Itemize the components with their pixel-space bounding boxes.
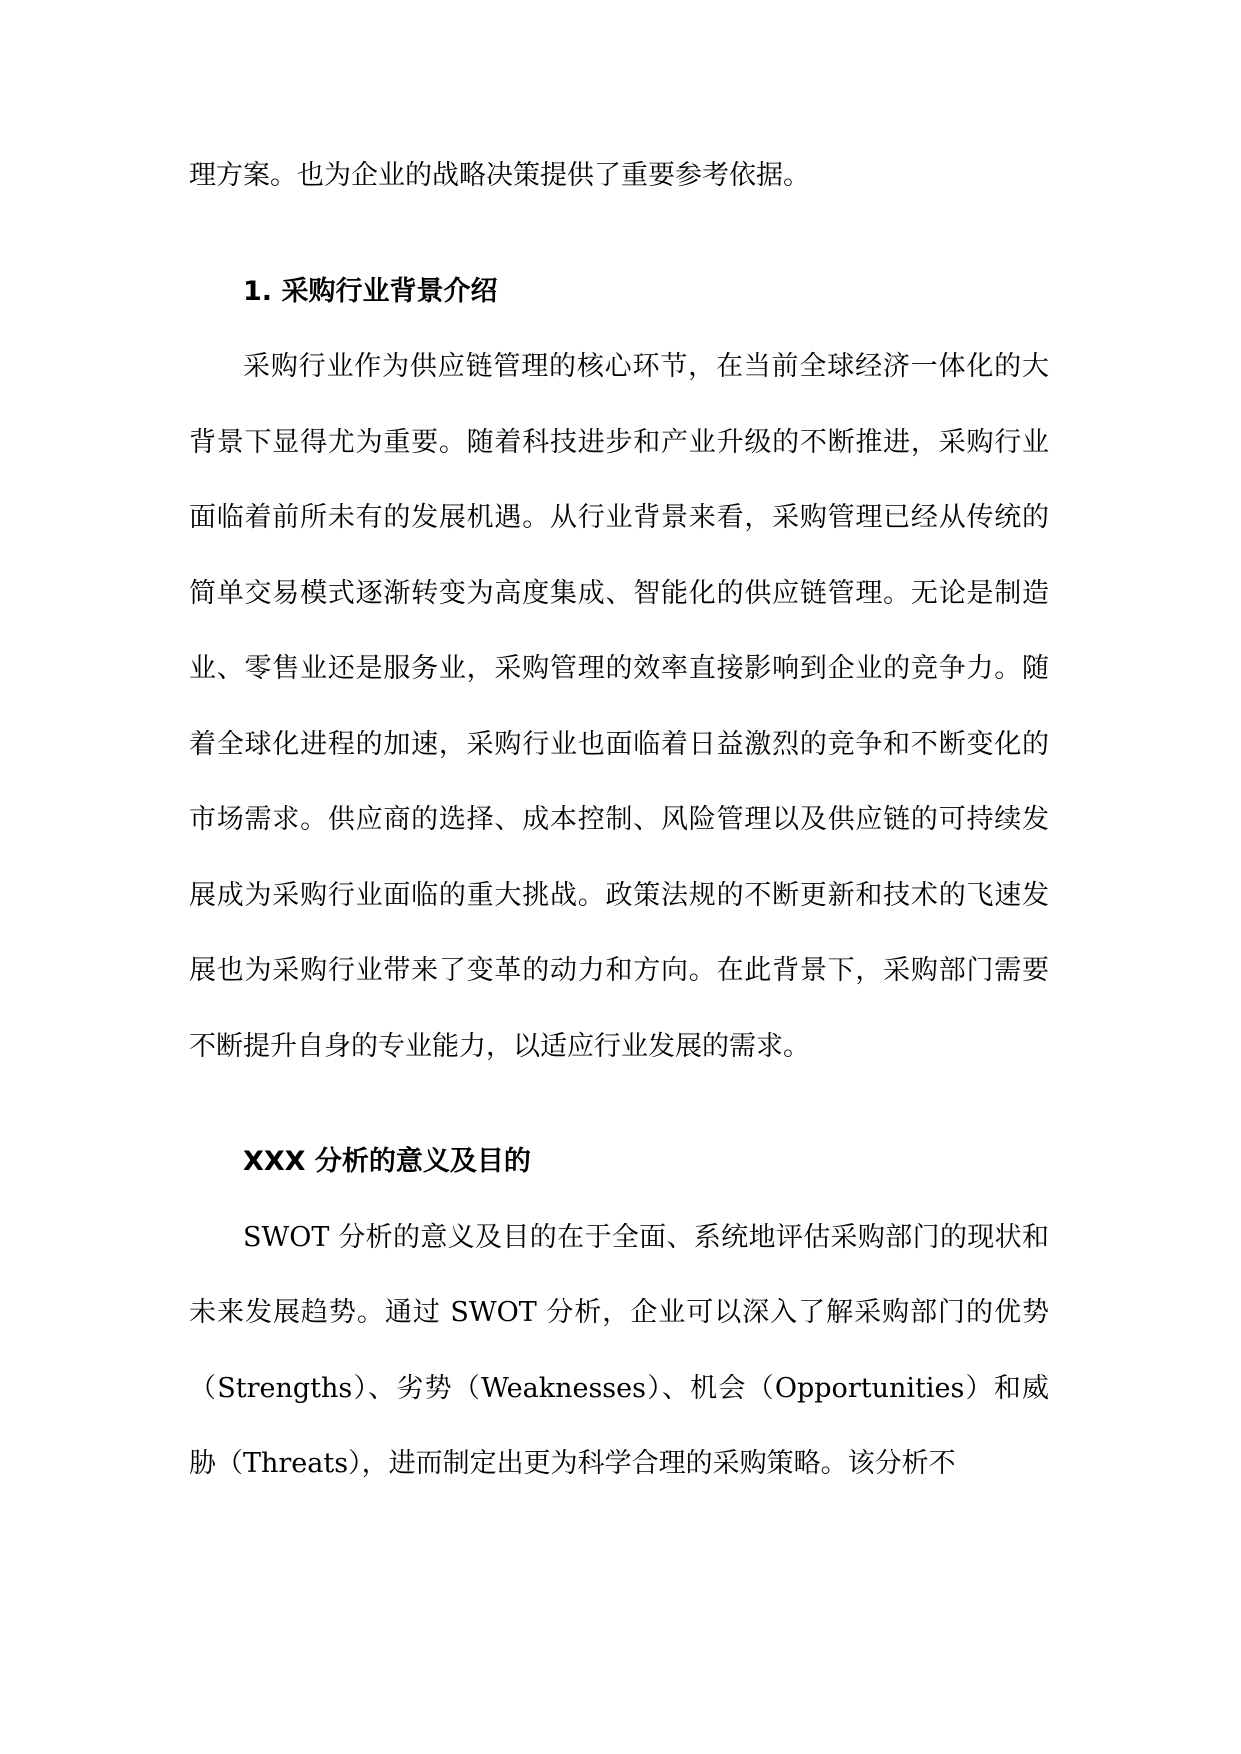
intro-continuation-paragraph: 理方案。也为企业的战略决策提供了重要参考依据。 <box>189 160 810 191</box>
section-heading-analysis-purpose: XXX 分析的意义及目的 <box>243 1146 531 1177</box>
analysis-purpose-paragraph: SWOT 分析的意义及目的在于全面、系统地评估采购部门的现状和未来发展趋势。通过 SWOT 分析，企业可以深入了解采购部门的优势（Strengths）、劣势（Weaknesses）、机会（Opportunities）和威胁（Threats），进而制定出更为科学合理的采购策略。该分析不 <box>189 1221 1049 1479</box>
industry-background-paragraph: 采购行业作为供应链管理的核心环节，在当前全球经济一体化的大背景下显得尤为重要。随着科技进步和产业升级的不断推进，采购行业面临着前所未有的发展机遇。从行业背景来看，采购管理已经从传统的简单交易模式逐渐转变为高度集成、智能化的供应链管理。无论是制造业、零售业还是服务业，采购管理的效率直接影响到企业的竞争力。随着全球化进程的加速，采购行业也面临着日益激烈的竞争和不断变化的市场需求。供应商的选择、成本控制、风险管理以及供应链的可持续发展成为采购行业面临的重大挑战。政策法规的不断更新和技术的飞速发展也为采购行业带来了变革的动力和方向。在此背景下，采购部门需要不断提升自身的专业能力，以适应行业发展的需求。 <box>189 351 1049 1062</box>
section-heading-industry-background: 1. 采购行业背景介绍 <box>243 275 498 307</box>
document-body <box>189 138 1049 1502</box>
